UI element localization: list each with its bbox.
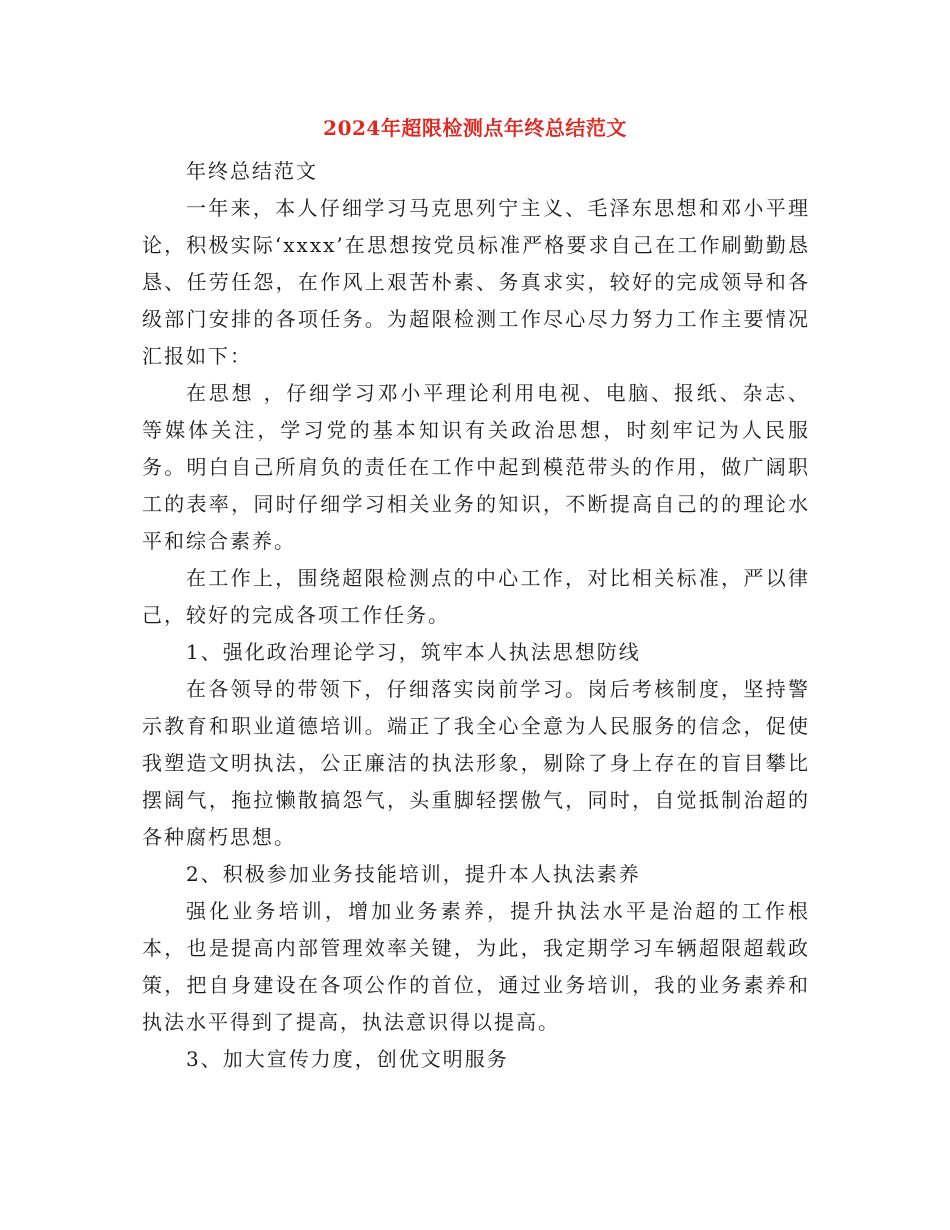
section-heading-1: 1、强化政治理论学习，筑牢本人执法思想防线 (186, 640, 641, 664)
paragraph-section-2: 强化业务培训，增加业务素养，提升执法水平是治超的工作根本，也是提高内部管理效率关键，为此，我定期学习车辆超限超载政策，把自身建设在各项公作的首位，通过业务培训，我的业务素养和执法水平得到了提高，执法意识得以提高。 (142, 899, 810, 1034)
paragraph-intro: 一年来，本人仔细学习马克思列宁主义、毛泽东思想和邓小平理论，积极实际‘xxxx’在思想按党员标准严格要求自己在工作刷勤勤恳恳、任劳任怨，在作风上艰苦朴素、务真求实，较好的完成领导和各级部门安排的各项任务。为超限检测工作尽心尽力努力工作主要情况汇报如下： (142, 196, 810, 368)
document-title: 2024年超限检测点年终总结范文 (323, 116, 627, 140)
paragraph-subtitle: 年终总结范文 (186, 159, 318, 183)
paragraph-work: 在工作上，围绕超限检测点的中心工作，对比相关标准，严以律己，较好的完成各项工作任务。 (142, 566, 810, 627)
section-heading-2: 2、积极参加业务技能培训，提升本人执法素养 (186, 862, 641, 886)
paragraph-section-1: 在各领导的带领下，仔细落实岗前学习。岗后考核制度，坚持警示教育和职业道德培训。端正了我全心全意为人民服务的信念，促使我塑造文明执法，公正廉洁的执法形象，剔除了身上存在的盲目攀比摆阔气，拖拉懒散搞怨气，头重脚轻摆傲气，同时，自觉抵制治超的各种腐朽思想。 (142, 677, 810, 849)
section-heading-3: 3、加大宣传力度，创优文明服务 (186, 1047, 509, 1071)
paragraph-thought: 在思想 ，仔细学习邓小平理论利用电视、电脑、报纸、杂志、等媒体关注，学习党的基本知识有关政治思想，时刻牢记为人民服务。明白自己所肩负的责任在工作中起到模范带头的作用，做广阔职工的表率，同时仔细学习相关业务的知识，不断提高自己的的理论水平和综合素养。 (142, 381, 810, 553)
document-body (142, 153, 810, 1078)
